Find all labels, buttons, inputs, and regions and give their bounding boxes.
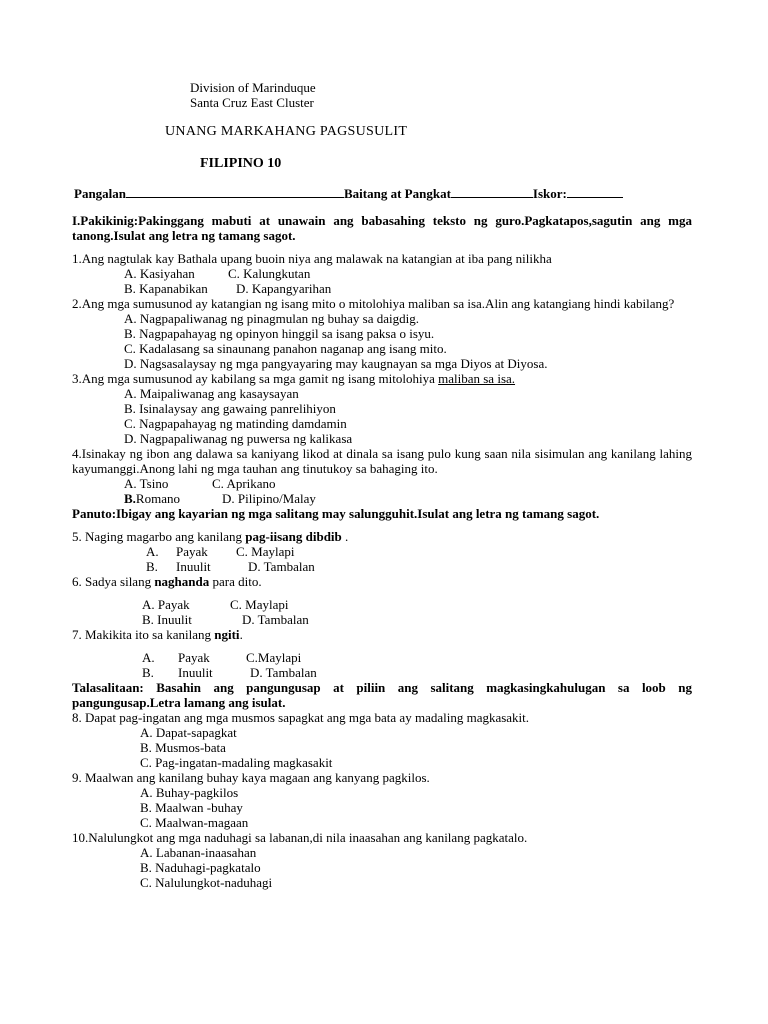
question-7-options-row1 (72, 650, 692, 665)
option-c[interactable]: C. Nagpapahayag ng matinding damdamin (124, 416, 347, 431)
part2-instruction: Panuto:Ibigay ang kayarian ng mga salitang may salungguhit.Isulat ang letra ng tamang sagot. (72, 506, 600, 521)
option-a[interactable]: A. Dapat-sapagkat (140, 725, 237, 740)
option-b[interactable]: Inuulit (178, 665, 213, 680)
question-7-options-row2 (72, 665, 692, 680)
score-blank[interactable] (567, 185, 623, 198)
division-name: Division of Marinduque (190, 80, 316, 95)
option-a[interactable]: Payak (178, 650, 210, 665)
option-a[interactable]: A. Kasiyahan (124, 266, 195, 281)
question-4-options-row2 (72, 491, 692, 506)
exam-content (72, 213, 692, 890)
option-c[interactable]: C. Aprikano (212, 476, 276, 491)
question-5-options-row1 (72, 544, 692, 559)
option-d[interactable]: D. Tambalan (250, 665, 317, 680)
student-info-line (74, 185, 694, 201)
option-d[interactable]: D. Tambalan (242, 612, 309, 627)
option-b[interactable]: B. Naduhagi-pagkatalo (140, 860, 261, 875)
question-1-options-row1 (72, 266, 692, 281)
option-d[interactable]: D. Nagpapaliwanag ng puwersa ng kalikasa (124, 431, 353, 446)
option-b[interactable]: Inuulit (176, 559, 211, 574)
question-6-options-row1 (72, 597, 692, 612)
option-b[interactable]: B. Maalwan -buhay (140, 800, 243, 815)
option-b[interactable]: B. Kapanabikan (124, 281, 208, 296)
score-label: Iskor: (532, 186, 567, 201)
question-4: 4.Isinakay ng ibon ang dalawa sa kaniyang likod at dinala sa isang pulo kung saan nila sisimulan ang kanilang lahing kayumanggi.Anong lahi ng mga tauhan ang tinutukoy sa bahaging ito. (72, 446, 692, 476)
question-1: 1.Ang nagtulak kay Bathala upang buoin niya ang malawak na katangian at iba pang nilikha (72, 251, 552, 266)
option-c[interactable]: C. Kalungkutan (228, 266, 311, 281)
option-c[interactable]: C. Maylapi (236, 544, 295, 559)
option-d[interactable]: D. Tambalan (248, 559, 315, 574)
option-a[interactable]: A. Buhay-pagkilos (140, 785, 239, 800)
question-9: 9. Maalwan ang kanilang buhay kaya magaan ang kanyang pagkilos. (72, 770, 430, 785)
part1-instruction: I.Pakikinig:Pakinggang mabuti at unawain ang babasahing teksto ng guro.Pagkatapos,sagutin ang mga tanong.Isulat ang letra ng tamang sagot. (72, 213, 692, 243)
option-b-letter[interactable]: B. (142, 665, 154, 680)
option-c[interactable]: C. Pag-ingatan-madaling magkasakit (140, 755, 333, 770)
option-d[interactable]: D. Nagsasalaysay ng mga pangyayaring may kaugnayan sa mga Diyos at Diyosa. (124, 356, 548, 371)
name-label: Pangalan (74, 186, 127, 201)
option-a[interactable]: A. Labanan-inaasahan (140, 845, 257, 860)
option-d[interactable]: D. Pilipino/Malay (222, 491, 316, 506)
subject-title: FILIPINO 10 (200, 156, 282, 171)
question-8: 8. Dapat pag-ingatan ang mga musmos sapagkat ang mga bata ay madaling magkasakit. (72, 710, 530, 725)
option-c[interactable]: C. Maylapi (230, 597, 289, 612)
question-5: 5. Naging magarbo ang kanilang pag-iisang dibdib . (72, 529, 349, 544)
option-c[interactable]: C. Nalulungkot-naduhagi (140, 875, 273, 890)
question-7: 7. Makikita ito sa kanilang ngiti. (72, 627, 243, 642)
keyword: pag-iisang dibdib (245, 529, 342, 544)
option-b[interactable]: B. Musmos-bata (140, 740, 226, 755)
question-10: 10.Nalulungkot ang mga naduhagi sa labanan,di nila inaasahan ang kanilang pagkatalo. (72, 830, 528, 845)
option-d[interactable]: D. Kapangyarihan (236, 281, 332, 296)
question-4-options-row1 (72, 476, 692, 491)
question-2: 2.Ang mga sumusunod ay katangian ng isang mito o mitolohiya maliban sa isa.Alin ang katangiang hindi kabilang? (72, 296, 675, 311)
option-c[interactable]: C.Maylapi (246, 650, 302, 665)
part3-instruction: Talasalitaan: Basahin ang pangungusap at piliin ang salitang magkasingkahulugan sa loob ng pangungusap.Letra lamang ang isulat. (72, 680, 692, 710)
option-c[interactable]: C. Kadalasang sa sinaunang panahon naganap ang isang mito. (124, 341, 447, 356)
keyword: ngiti (214, 627, 240, 642)
option-a-letter[interactable]: A. (142, 650, 155, 665)
option-a[interactable]: Payak (176, 544, 208, 559)
keyword: naghanda (154, 574, 210, 589)
option-a[interactable]: A. Tsino (124, 476, 169, 491)
option-a[interactable]: A. Payak (142, 597, 190, 612)
name-blank[interactable] (126, 185, 344, 198)
option-a-letter[interactable]: A. (146, 544, 159, 559)
option-b[interactable]: B.Romano (124, 491, 180, 506)
cluster-name: Santa Cruz East Cluster (190, 95, 314, 110)
option-c[interactable]: C. Maalwan-magaan (140, 815, 249, 830)
grade-label: Baitang at Pangkat (344, 186, 451, 201)
underlined-phrase: maliban sa isa. (438, 371, 516, 386)
option-b[interactable]: B. Nagpapahayag ng opinyon hinggil sa isang paksa o isyu. (124, 326, 435, 341)
option-a[interactable]: A. Maipaliwanag ang kasaysayan (124, 386, 299, 401)
option-b[interactable]: B. Inuulit (142, 612, 192, 627)
option-b-letter[interactable]: B. (146, 559, 158, 574)
school-header (190, 80, 316, 110)
option-a[interactable]: A. Nagpapaliwanag ng pinagmulan ng buhay sa daigdig. (124, 311, 419, 326)
question-1-options-row2 (72, 281, 692, 296)
exam-title: UNANG MARKAHANG PAGSUSULIT (165, 124, 408, 139)
question-6: 6. Sadya silang naghanda para dito. (72, 574, 262, 589)
question-5-options-row2 (72, 559, 692, 574)
grade-blank[interactable] (451, 185, 533, 198)
question-3: 3.Ang mga sumusunod ay kabilang sa mga gamit ng isang mitolohiya maliban sa isa. (72, 371, 516, 386)
question-6-options-row2 (72, 612, 692, 627)
option-b[interactable]: B. Isinalaysay ang gawaing panrelihiyon (124, 401, 336, 416)
